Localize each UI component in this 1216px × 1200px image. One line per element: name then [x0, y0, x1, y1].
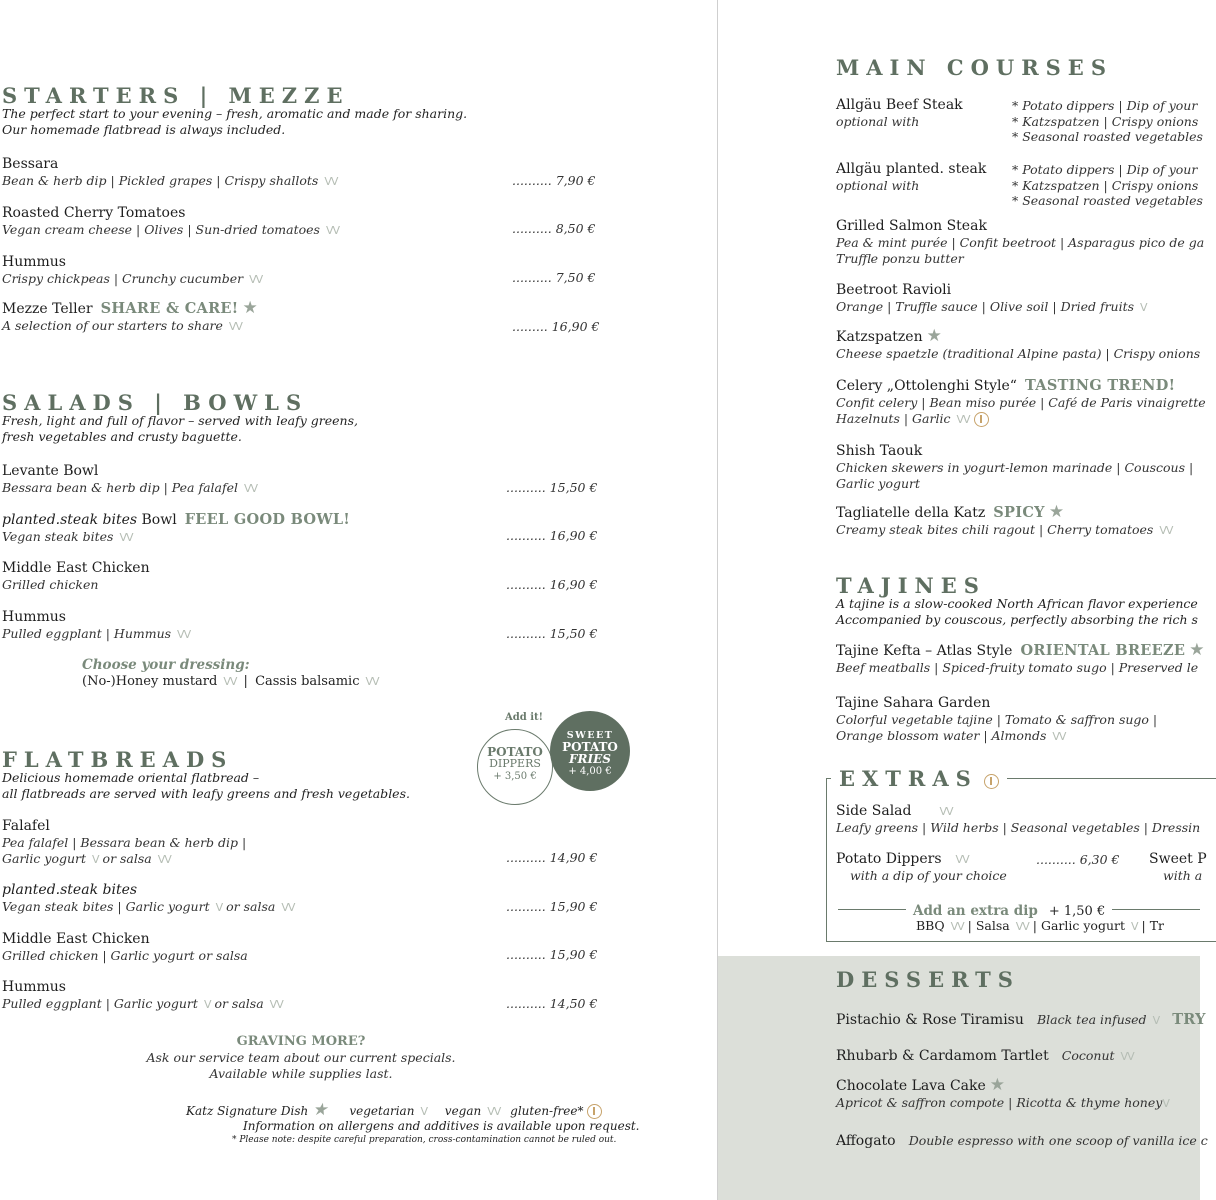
extras-sweet-potato — [1149, 851, 1207, 884]
menu-item-planted-steak-bowl — [2, 511, 350, 546]
dip-rule-left — [838, 909, 906, 910]
badge-text: FRIES — [569, 752, 611, 766]
item-price: .......... 6,30 € — [1036, 852, 1120, 867]
item-name: Tajine Sahara Garden — [836, 695, 991, 711]
add-it-label: Add it! — [505, 712, 544, 723]
menu-item-middle-east-chicken — [2, 560, 150, 593]
item-desc: A selection of our starters to share — [2, 318, 223, 333]
menu-item-tajine-sahara-garden — [836, 695, 1157, 744]
badge-text: POTATO — [562, 740, 618, 754]
badge-price: + 4,00 € — [568, 766, 612, 777]
vegan-icon: ᐯᐯ — [223, 675, 237, 688]
vegan-icon: ᐯᐯ — [281, 901, 295, 914]
vegan-icon: ᐯᐯ — [956, 412, 970, 426]
item-option: * Katzspatzen | Crispy onions — [1012, 113, 1199, 129]
star-icon: ★ — [242, 298, 258, 318]
item-name: Chocolate Lava Cake — [836, 1078, 986, 1094]
item-desc: Creamy steak bites chili ragout | Cherry tomatoes — [836, 522, 1154, 537]
item-name: Allgäu planted. steak — [836, 161, 987, 177]
desserts-heading: DESSERTS — [836, 967, 1020, 992]
legend — [186, 1100, 602, 1120]
vegetarian-icon: ᐯ — [203, 998, 211, 1011]
menu-item-hummus-salad — [2, 609, 190, 643]
vegan-icon: ᐯᐯ — [939, 805, 953, 818]
badge-text: POTATO — [487, 745, 543, 759]
menu-item-hummus — [2, 254, 262, 288]
menu-item-shish-taouk — [836, 443, 1193, 491]
vegan-icon: ᐯᐯ — [119, 531, 133, 544]
item-name: Pistachio & Rose Tiramisu — [836, 1012, 1024, 1028]
item-name: Celery „Ottolenghi Style“ — [836, 378, 1017, 394]
tajines-intro — [836, 596, 1198, 627]
menu-item-roasted-cherry-tomatoes — [2, 205, 339, 239]
dip-option: Garlic yogurt — [1040, 918, 1126, 933]
extra-dip-price: + 1,50 € — [1048, 904, 1106, 919]
flatbreads-intro-line: Delicious homemade oriental flatbread – — [2, 770, 260, 785]
item-name: planted.steak bites — [2, 512, 138, 528]
item-name: Beetroot Ravioli — [836, 282, 952, 298]
salads-heading: SALADS | BOWLS — [2, 390, 309, 415]
menu-item-katzspatzen — [836, 328, 1200, 362]
menu-item-bessara — [2, 156, 337, 190]
menu-item-falafel — [2, 818, 246, 867]
item-tag: SPICY — [993, 504, 1045, 521]
vegan-icon: ᐯᐯ — [244, 482, 258, 495]
item-desc: or salsa — [226, 899, 276, 914]
item-desc: Bessara bean & herb dip | Pea falafel — [2, 480, 239, 495]
item-desc: Colorful vegetable tajine | Tomato & saffron sugo | — [836, 712, 1158, 727]
vegan-icon: ᐯᐯ — [177, 628, 191, 641]
item-desc: or salsa — [102, 850, 152, 866]
item-option: * Katzspatzen | Crispy onions — [1012, 177, 1199, 193]
flatbreads-heading: FLATBREADS — [2, 747, 234, 772]
dessert-tiramisu — [836, 1009, 1206, 1029]
extras-side-salad — [836, 803, 1200, 836]
item-name: Tagliatelle della Katz — [836, 505, 986, 521]
item-desc: Black tea infused — [1036, 1012, 1147, 1027]
gluten-free-icon — [587, 1104, 602, 1119]
item-desc: Garlic yogurt — [836, 475, 921, 491]
starters-heading: STARTERS | MEZZE — [2, 83, 350, 108]
dressing-option: Cassis balsamic — [255, 674, 360, 689]
star-icon: ★ — [989, 1075, 1006, 1095]
extra-dip-line — [913, 900, 1105, 919]
item-desc: Beef meatballs | Spiced-fruity tomato sugo | Preserved le — [836, 660, 1199, 675]
item-price: .......... 7,50 € — [512, 270, 596, 285]
item-name: Bessara — [2, 156, 59, 172]
item-desc: Truffle ponzu butter — [836, 250, 964, 266]
item-desc: Double espresso with one scoop of vanilla ice c — [908, 1133, 1208, 1148]
allergen-info: Information on allergens and additives is available upon request. — [243, 1119, 640, 1133]
item-price: .......... 15,90 € — [506, 947, 598, 962]
item-desc: Chicken skewers in yogurt-lemon marinade | Couscous | — [836, 460, 1194, 475]
vegetarian-icon: ᐯ — [92, 852, 99, 866]
item-price: .......... 14,90 € — [506, 850, 598, 865]
item-option: * Seasonal roasted vegetables — [1012, 129, 1203, 144]
item-price: .......... 15,50 € — [506, 626, 598, 641]
menu-item-hummus-flatbread — [2, 979, 283, 1013]
sweet-potato-fries-badge — [550, 711, 630, 791]
item-name: Potato Dippers — [836, 851, 942, 867]
menu-item-allgaeu-beef-steak — [836, 97, 963, 130]
item-name: Rhubarb & Cardamom Tartlet — [836, 1048, 1049, 1064]
item-option: * Potato dippers | Dip of your — [1012, 162, 1198, 177]
item-tag: SHARE & CARE! — [100, 300, 239, 317]
item-desc: Orange blossom water | Almonds — [836, 727, 1047, 743]
tajines-heading: TAJINES — [836, 573, 986, 598]
dip-option: Tr — [1149, 918, 1165, 933]
vegan-icon: ᐯᐯ — [955, 853, 969, 866]
menu-item-tajine-kefta — [836, 642, 1205, 676]
item-desc: Apricot & saffron compote | Ricotta & thyme honey — [836, 1095, 1163, 1110]
item-name: Middle East Chicken — [2, 560, 150, 576]
item-desc: Pea falafel | Bessara bean & herb dip | — [2, 835, 247, 850]
dip-rule-right — [1112, 909, 1200, 910]
vegetarian-icon: ᐯ — [1162, 1097, 1169, 1110]
menu-item-planted-steak-bites — [2, 882, 294, 916]
item-desc: Pulled eggplant | Hummus — [2, 626, 172, 641]
item-desc: optional with — [836, 114, 920, 129]
item-name: Hummus — [2, 979, 66, 995]
item-desc: Hazelnuts | Garlic — [836, 410, 951, 426]
item-tag: TASTING TREND! — [1024, 377, 1176, 394]
dressing-label: Choose your dressing: — [82, 657, 250, 673]
item-tag: FEEL GOOD BOWL! — [184, 511, 351, 528]
item-desc: Confit celery | Bean miso purée | Café de Paris vinaigrette — [836, 395, 1206, 410]
starters-intro — [2, 106, 467, 137]
extras-potato-dippers — [836, 851, 1007, 884]
item-price: .......... 14,50 € — [506, 996, 598, 1011]
item-price: .......... 15,90 € — [506, 899, 598, 914]
item-desc: optional with — [836, 178, 920, 193]
menu-item-mezze-teller — [2, 300, 258, 335]
separator: | — [243, 674, 248, 689]
vegetarian-icon: ᐯ — [1131, 920, 1138, 933]
item-name: Shish Taouk — [836, 443, 923, 459]
flatbreads-intro — [2, 770, 410, 801]
item-price: ......... 16,90 € — [512, 319, 600, 334]
item-desc: Cheese spaetzle (traditional Alpine pasta) | Crispy onions — [836, 346, 1201, 361]
item-desc: Vegan steak bites — [2, 529, 114, 544]
legend-vegan: vegan — [444, 1104, 482, 1118]
item-desc: Pea & mint purée | Confit beetroot | Asparagus pico de ga — [836, 235, 1205, 250]
vegetarian-icon: ᐯ — [420, 1105, 427, 1118]
star-icon: ★ — [1048, 502, 1065, 522]
vegan-icon: ᐯᐯ — [1120, 1050, 1134, 1063]
extras-heading-rule — [1012, 778, 1200, 779]
vegan-icon: ᐯᐯ — [365, 675, 379, 688]
allergen-note: * Please note: despite careful preparation, cross-contamination cannot be ruled out. — [232, 1135, 617, 1145]
item-name: Hummus — [2, 254, 66, 270]
item-desc: or salsa — [214, 996, 264, 1011]
starters-intro-line: The perfect start to your evening – fresh, aromatic and made for sharing. — [2, 106, 468, 121]
item-option: * Seasonal roasted vegetables — [1012, 193, 1203, 208]
legend-glutenfree: gluten-free* — [510, 1104, 584, 1118]
dip-option: Salsa — [975, 918, 1010, 933]
item-tag: TRY — [1172, 1011, 1206, 1028]
menu-item-celery-ottolenghi — [836, 377, 1206, 427]
vegan-icon: ᐯᐯ — [324, 175, 338, 188]
vegan-icon: ᐯᐯ — [1015, 920, 1029, 933]
vegan-icon: ᐯᐯ — [487, 1105, 501, 1118]
craving-text: Available while supplies last. — [209, 1066, 393, 1081]
menu-item-allgaeu-planted-steak — [836, 161, 986, 194]
item-desc: Pulled eggplant | Garlic yogurt — [2, 996, 198, 1011]
extras-heading: EXTRAS — [839, 766, 978, 791]
badge-text: DIPPERS — [489, 757, 541, 770]
star-icon: ★ — [926, 326, 942, 346]
item-name: Affogato — [836, 1133, 896, 1149]
vegetarian-icon: ᐯ — [1152, 1014, 1160, 1027]
starters-intro-line: Our homemade flatbread is always included. — [2, 121, 286, 137]
menu-item-grilled-salmon — [836, 218, 1204, 266]
flatbreads-intro-line: all flatbreads are served with leafy greens and fresh vegetables. — [2, 785, 410, 801]
item-name: Katzspatzen — [836, 329, 923, 345]
item-name: Falafel — [2, 818, 50, 834]
craving-block — [100, 1034, 502, 1082]
item-name: Sweet P — [1149, 851, 1207, 867]
vegan-icon: ᐯᐯ — [228, 320, 242, 333]
item-desc: Grilled chicken — [2, 577, 99, 592]
dessert-rhubarb-tartlet — [836, 1045, 1134, 1065]
item-price: .......... 16,90 € — [506, 577, 598, 592]
item-price: .......... 15,50 € — [506, 480, 598, 495]
item-option: * Potato dippers | Dip of your — [1012, 98, 1198, 113]
craving-text: Ask our service team about our current specials. — [146, 1050, 456, 1065]
salads-intro — [2, 413, 358, 444]
item-name: Allgäu Beef Steak — [836, 97, 963, 113]
item-name: Hummus — [2, 609, 66, 625]
badge-price: + 3,50 € — [493, 771, 537, 782]
item-desc: with a dip of your choice — [850, 868, 1007, 883]
badge-text: SWEET — [566, 730, 614, 741]
vegan-icon: ᐯᐯ — [157, 852, 171, 866]
dressing-block — [82, 657, 379, 691]
star-icon: ★ — [1189, 640, 1205, 660]
vegan-icon: ᐯᐯ — [950, 920, 964, 933]
item-name: Mezze Teller — [2, 301, 93, 317]
item-desc: Orange | Truffle sauce | Olive soil | Dried fruits — [836, 299, 1135, 314]
main-courses-heading: MAIN COURSES — [836, 55, 1113, 80]
item-name: Middle East Chicken — [2, 931, 150, 947]
item-name: Grilled Salmon Steak — [836, 218, 987, 234]
item-tag: ORIENTAL BREEZE — [1020, 642, 1186, 659]
menu-item-levante-bowl — [2, 463, 257, 497]
planted-steak-options — [1012, 162, 1203, 209]
item-desc: Garlic yogurt — [2, 850, 87, 866]
beef-steak-options — [1012, 98, 1203, 145]
tajines-intro-line: Accompanied by couscous, perfectly absorbing the rich s — [836, 611, 1198, 627]
vegetarian-icon: ᐯ — [1140, 301, 1147, 314]
vegan-icon: ᐯᐯ — [1052, 729, 1066, 743]
craving-title: GRAVING MORE? — [236, 1034, 366, 1049]
vegan-icon: ᐯᐯ — [269, 998, 283, 1011]
item-desc: Coconut — [1061, 1048, 1115, 1063]
vegan-icon: ᐯᐯ — [1159, 524, 1173, 537]
vegetarian-icon: ᐯ — [215, 901, 223, 914]
salads-intro-line: Fresh, light and full of flavor – served with leafy greens, — [2, 413, 358, 428]
dressing-option: (No-)Honey mustard — [82, 674, 218, 689]
item-desc: Crispy chickpeas | Crunchy cucumber — [2, 271, 244, 286]
item-desc: Vegan steak bites | Garlic yogurt — [2, 899, 210, 914]
item-name-suffix: Bowl — [137, 512, 177, 528]
item-name: Levante Bowl — [2, 463, 99, 479]
extra-dip-label: Add an extra dip — [913, 903, 1038, 919]
dessert-chocolate-lava-cake — [836, 1077, 1169, 1112]
legend-signature: Katz Signature Dish — [186, 1104, 309, 1118]
item-desc: Vegan cream cheese | Olives | Sun-dried tomatoes — [2, 222, 320, 237]
item-desc: Leafy greens | Wild herbs | Seasonal vegetables | Dressin — [836, 820, 1201, 835]
potato-dippers-badge — [477, 729, 553, 805]
gluten-free-icon — [974, 412, 989, 427]
tajines-intro-line: A tajine is a slow-cooked North African flavor experience — [836, 596, 1198, 611]
legend-vegetarian: vegetarian — [349, 1104, 415, 1118]
item-name: Side Salad — [836, 803, 912, 819]
salads-intro-line: fresh vegetables and crusty baguette. — [2, 428, 242, 444]
item-price: .......... 7,90 € — [512, 173, 596, 188]
extras-heading-wrap — [831, 766, 1007, 791]
item-name: Roasted Cherry Tomatoes — [2, 205, 186, 221]
item-name: planted.steak bites — [2, 882, 138, 898]
menu-item-beetroot-ravioli — [836, 282, 1147, 316]
item-desc: with a — [1163, 868, 1203, 883]
item-desc: Bean & herb dip | Pickled grapes | Crispy shallots — [2, 173, 319, 188]
vegan-icon: ᐯᐯ — [325, 224, 340, 237]
dessert-affogato — [836, 1130, 1208, 1150]
item-price: .......... 16,90 € — [506, 528, 598, 543]
item-price: .......... 8,50 € — [512, 221, 596, 236]
gluten-free-icon — [984, 774, 999, 789]
item-name: Tajine Kefta – Atlas Style — [836, 643, 1013, 659]
dip-options: BBQ ᐯᐯ | Salsa ᐯᐯ | Garlic yogurt ᐯ | Tr — [916, 918, 1165, 933]
menu-item-middle-east-chicken-flatbread — [2, 931, 248, 964]
star-icon: ★ — [312, 1100, 328, 1120]
menu-item-tagliatelle-della-katz — [836, 504, 1172, 539]
vegan-icon: ᐯᐯ — [249, 273, 263, 286]
item-desc: Grilled chicken | Garlic yogurt or salsa — [2, 948, 248, 963]
dip-option: BBQ — [916, 918, 945, 933]
